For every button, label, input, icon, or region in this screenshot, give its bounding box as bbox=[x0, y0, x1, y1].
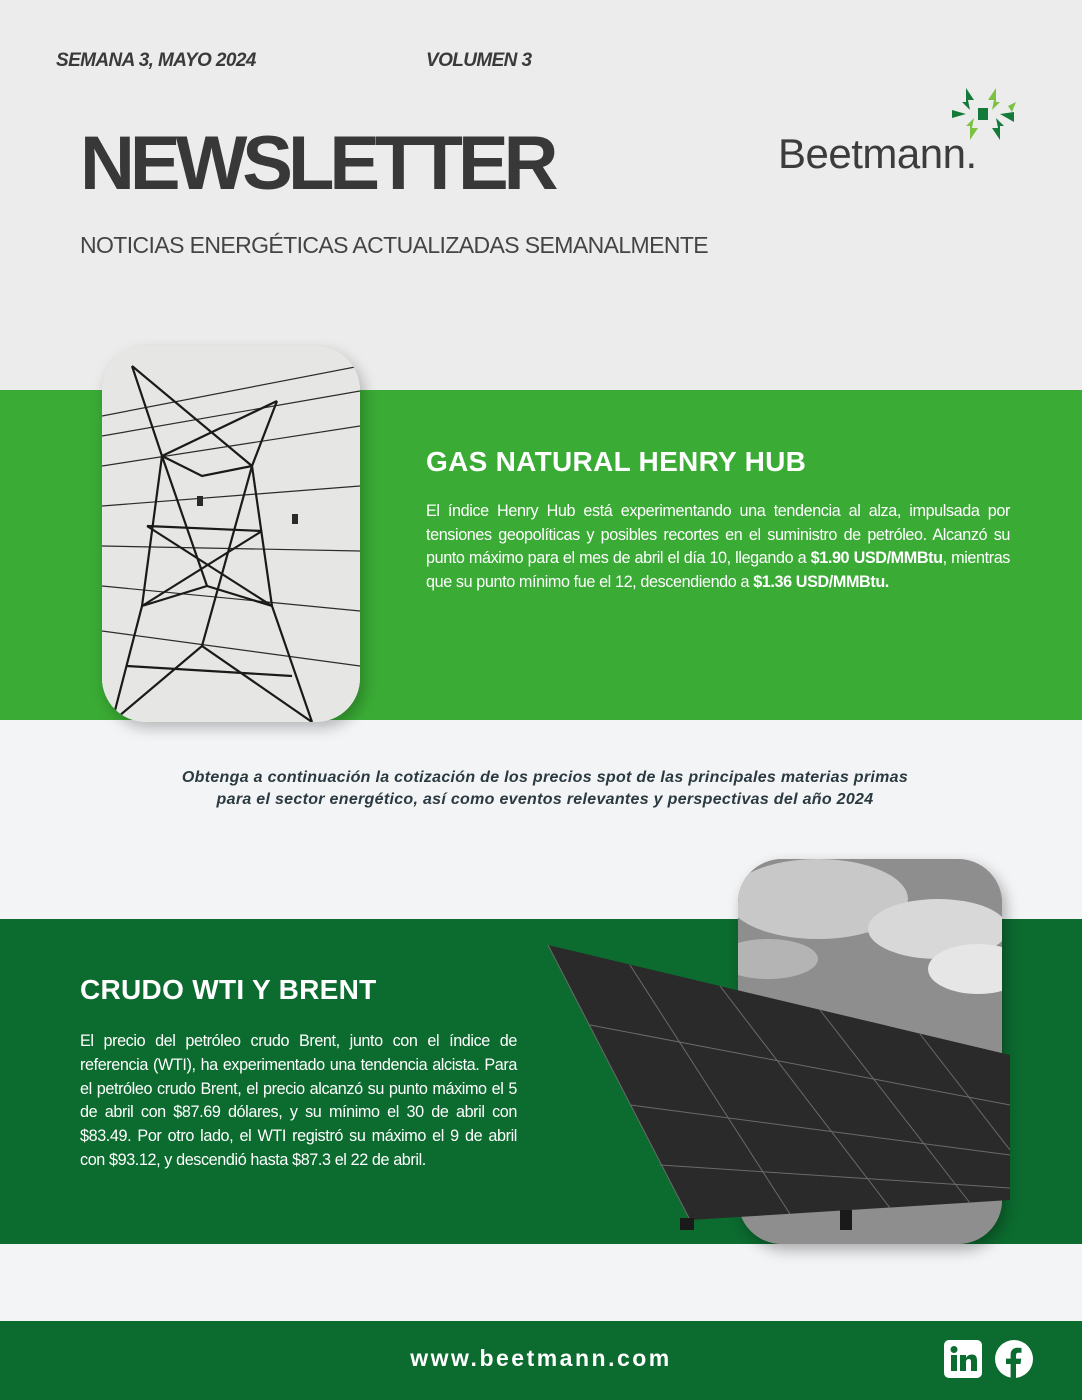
facebook-icon[interactable] bbox=[995, 1340, 1033, 1378]
crudo-paragraph: El precio del petróleo crudo Brent, junto con el índice de referencia (WTI), ha experimentado una tendencia alcista. Para el petróleo crudo Brent, el precio alcanzó su punto máximo el 5 de abril con $87.69 dólares, y su mínimo el 30 de abril con $83.49. Por otro lado, el WTI registró su máximo el 9 de abril con $93.12, y descendió hasta $87.3 el 22 de abril. bbox=[80, 1032, 517, 1169]
crudo-heading: CRUDO WTI Y BRENT bbox=[80, 974, 377, 1005]
issue-week: SEMANA 3, MAYO 2024 bbox=[56, 50, 256, 71]
gas-max-value: $1.90 USD/MMBtu bbox=[810, 549, 943, 568]
gas-paragraph bbox=[426, 500, 1010, 595]
intro-text bbox=[100, 767, 990, 811]
website-link[interactable]: www.beetmann.com bbox=[410, 1345, 672, 1371]
intro-line-1: Obtenga a continuación la cotización de los precios spot de las principales materias primas bbox=[181, 769, 909, 786]
solar-panel-image bbox=[540, 930, 1010, 1230]
transmission-tower-icon bbox=[102, 346, 360, 722]
issue-volume: VOLUMEN 3 bbox=[426, 50, 532, 71]
gas-text-1: El índice Henry Hub está experimentando una tendencia al alza, impulsada por tensiones geopolíticas y posibles recortes en el suministro de petróleo. Alcanzó su punto máximo para el mes de abril el día 10, llegando a bbox=[426, 502, 1010, 568]
linkedin-icon[interactable] bbox=[944, 1340, 982, 1378]
gas-min-value: $1.36 USD/MMBtu. bbox=[753, 573, 889, 592]
beetmann-logo bbox=[778, 84, 1018, 184]
power-tower-image bbox=[102, 346, 360, 722]
gas-heading: GAS NATURAL HENRY HUB bbox=[426, 446, 807, 477]
logo-wordmark: Beetmann. bbox=[778, 130, 977, 177]
page-title: NEWSLETTER bbox=[80, 121, 554, 206]
gas-text-2: , mientras que su punto mínimo fue el 12, descendiendo a bbox=[426, 549, 1011, 592]
intro-line-2: para el sector energético, así como eventos relevantes y perspectivas del año 2024 bbox=[216, 791, 874, 808]
page-subtitle: NOTICIAS ENERGÉTICAS ACTUALIZADAS SEMANALMENTE bbox=[80, 232, 709, 258]
